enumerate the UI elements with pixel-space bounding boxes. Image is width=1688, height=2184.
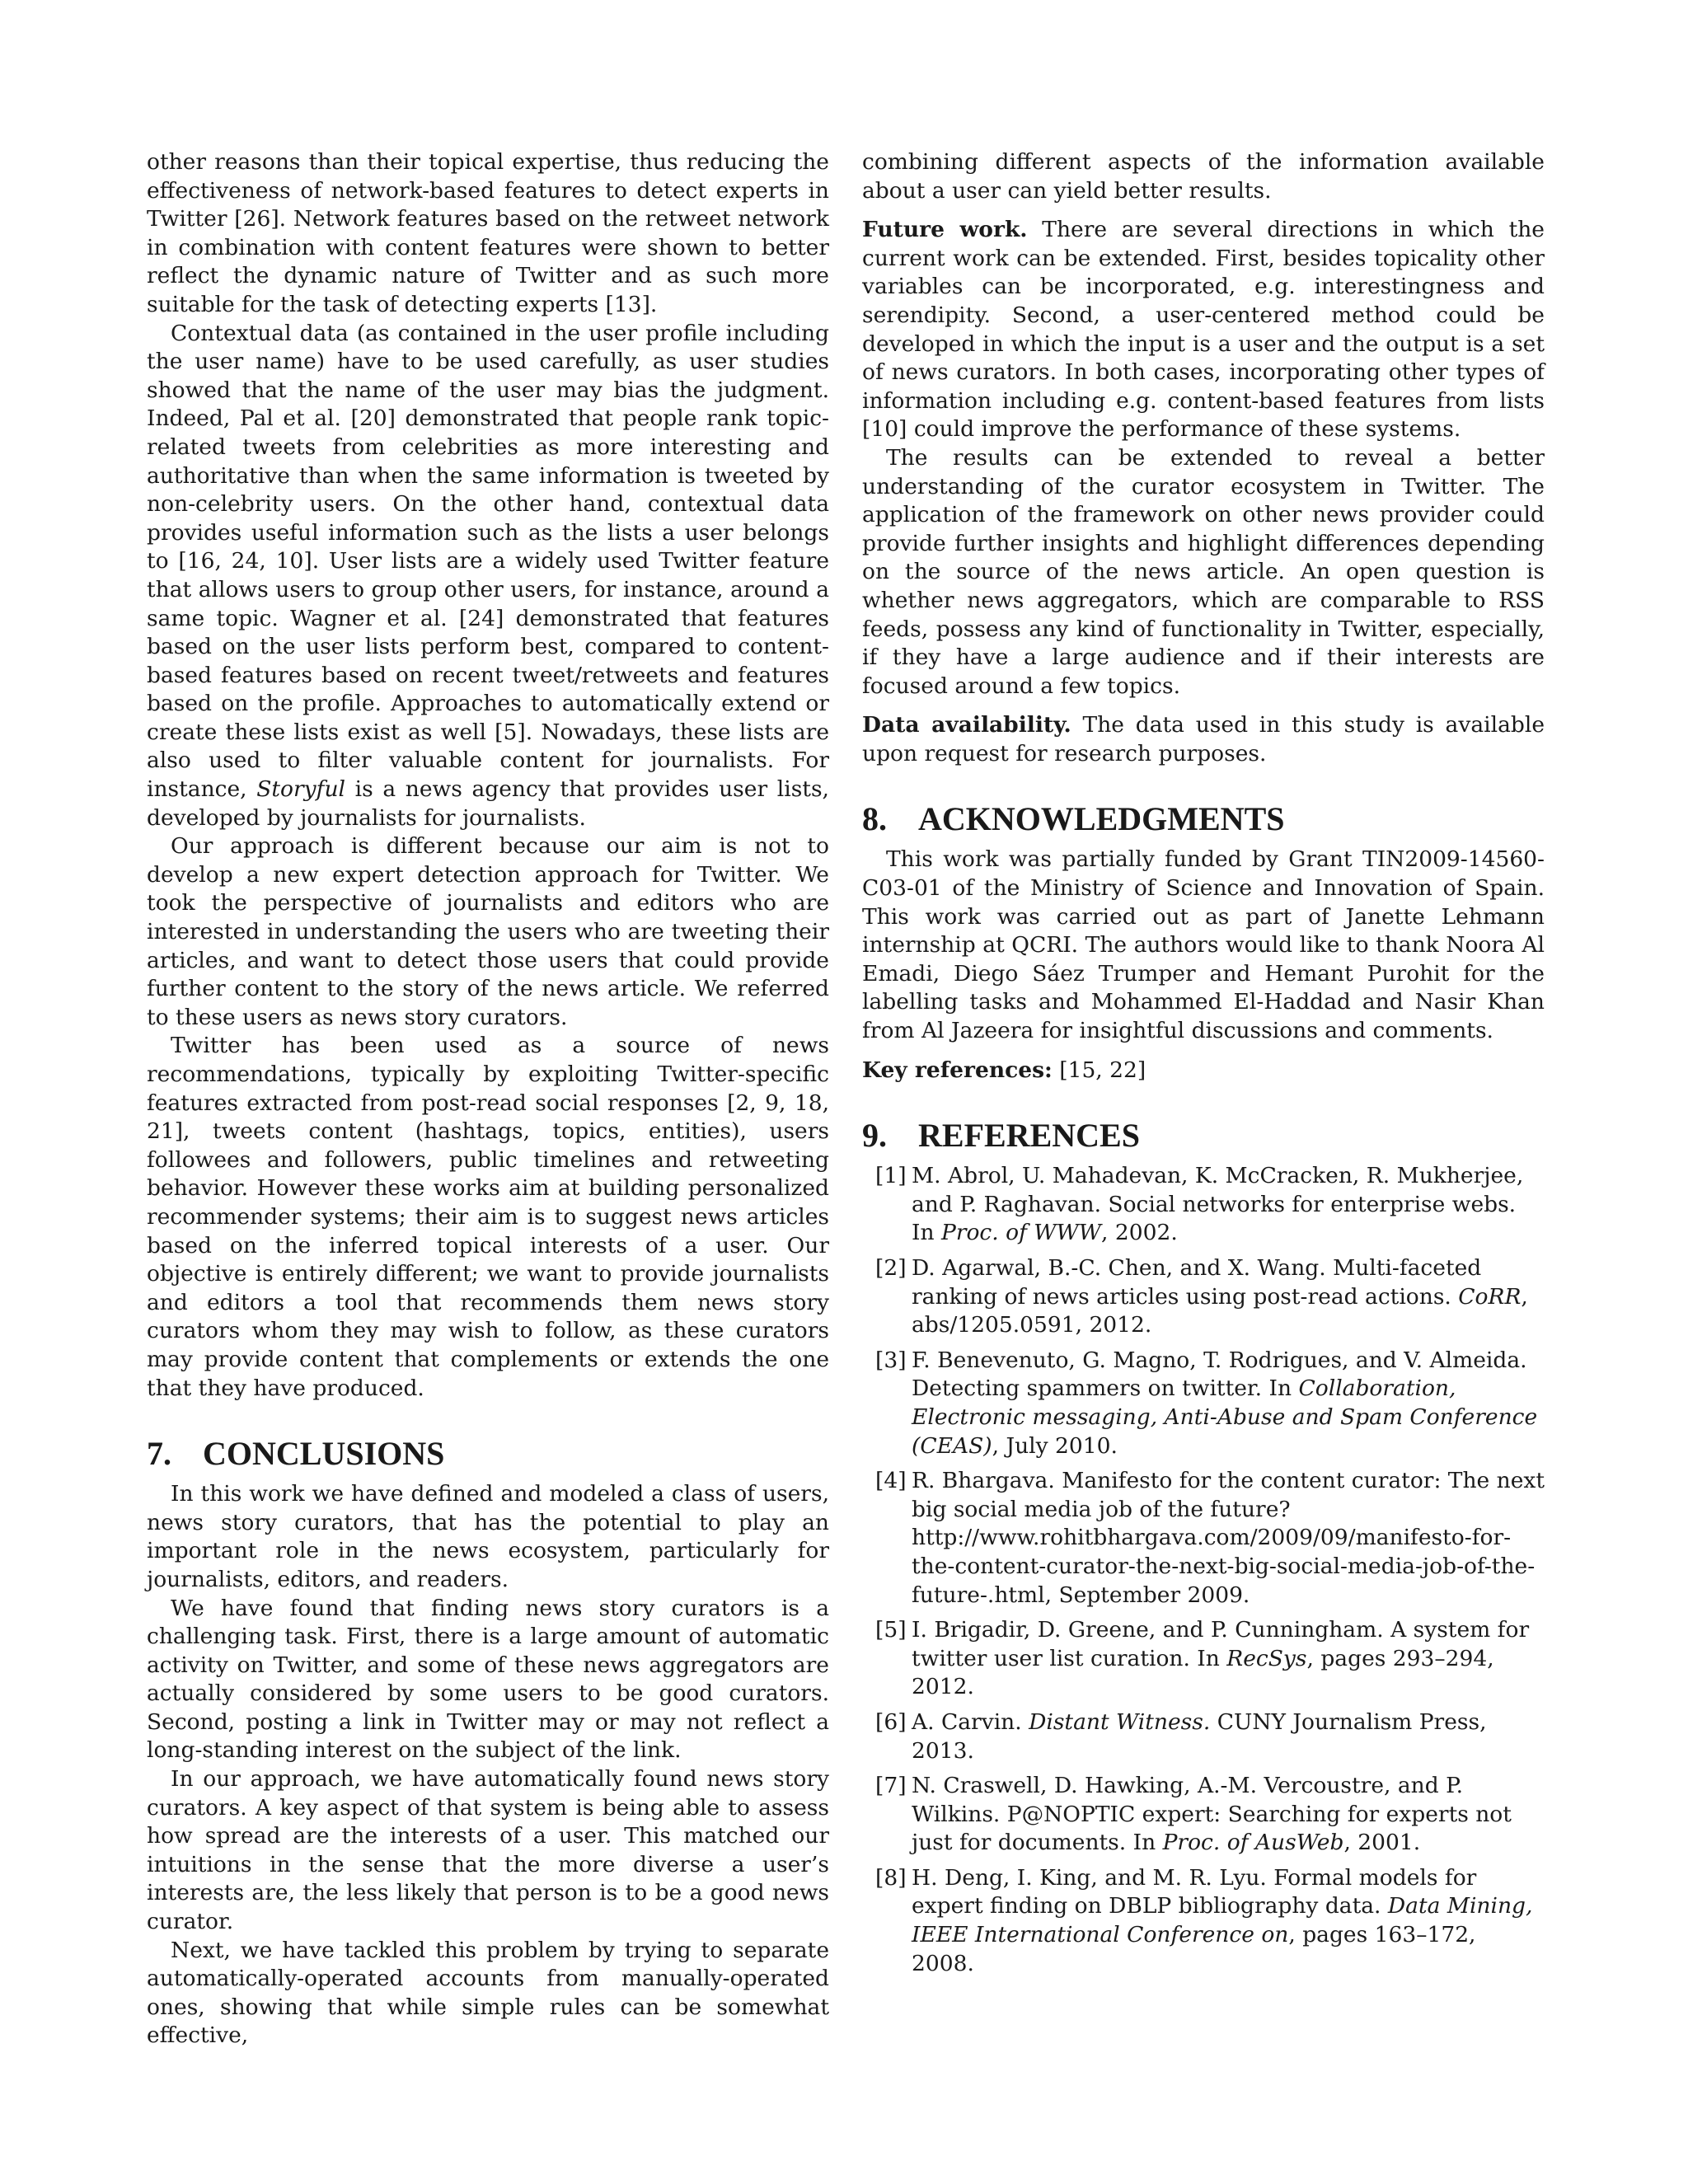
data-availability-text: The data used in this study is available upon request for research purposes. xyxy=(862,712,1545,766)
paragraph-our-approach: Our approach is different because our aim is not to develop a new expert detection approach for Twitter. We took the perspective of journalists and editors who are interested in understanding the users who are tweeting their articles, and want to detect those users that could provide further content to the story of the news article. We referred to these users as news story curators. xyxy=(147,833,829,1030)
reference-item xyxy=(862,1467,1545,1610)
paragraph-continued: combining different aspects of the information available about a user can yield better results. xyxy=(862,149,1545,204)
data-availability-label: Data availability. xyxy=(862,712,1071,738)
storyful-italic: Storyful xyxy=(256,776,345,803)
reference-number: [3] xyxy=(875,1347,907,1373)
paragraph-key-references xyxy=(862,1057,1545,1085)
reference-number: [6] xyxy=(875,1708,907,1735)
reference-text-end: , pages 293–294, 2012. xyxy=(912,1645,1494,1700)
reference-item xyxy=(862,1708,1545,1765)
reference-number: [7] xyxy=(875,1773,907,1799)
reference-item xyxy=(862,1772,1545,1858)
reference-text: D. Agarwal, B.-C. Chen, and X. Wang. Multi-faceted ranking of news articles using post-read actions. xyxy=(912,1255,1482,1310)
reference-text: N. Craswell, D. Hawking, A.-M. Vercoustre, and P. Wilkins. P@NOPTIC expert: Searching for experts not just for documents. In xyxy=(912,1773,1512,1856)
reference-italic: Data Mining, IEEE International Conference on xyxy=(912,1893,1533,1948)
reference-number: [1] xyxy=(875,1163,907,1189)
reference-text: A. Carvin. xyxy=(912,1708,1022,1735)
section-title: ACKNOWLEDGMENTS xyxy=(918,800,1285,838)
paragraph-acknowledgments: This work was partially funded by Grant TIN2009-14560-C03-01 of the Ministry of Science and Innovation of Spain. This work was carried out as part of Janette Lehmann internship at QCRI. The authors would like to thank Noora Al Emadi, Diego Sáez Trumper and Hemant Purohit for the labelling tasks and Mohammed El-Haddad and Nasir Khan from Al Jazeera for insightful discussions and comments. xyxy=(862,846,1545,1044)
paragraph-data-availability xyxy=(862,711,1545,768)
reference-text-end: , July 2010. xyxy=(992,1432,1118,1459)
reference-number: [4] xyxy=(875,1468,907,1494)
reference-text-end: , 2002. xyxy=(1101,1220,1178,1246)
paragraph-conclusions-3: In our approach, we have automatically found news story curators. A key aspect of that system is being able to assess how spread are the interests of a user. This matched our intuitions in the sense that the more diverse a user’s interests are, the less likely that person is to be a good news curator. xyxy=(147,1766,829,1935)
left-column xyxy=(147,148,829,2050)
future-work-label: Future work. xyxy=(862,217,1028,243)
reference-text: H. Deng, I. King, and M. R. Lyu. Formal models for expert finding on DBLP bibliography data. xyxy=(912,1864,1477,1919)
reference-text: F. Benevenuto, G. Magno, T. Rodrigues, and V. Almeida. Detecting spammers on twitter. In xyxy=(912,1347,1527,1402)
paragraph-future-work xyxy=(862,216,1545,444)
right-column xyxy=(862,148,1545,1985)
paragraph-conclusions-1: In this work we have defined and modeled a class of users, news story curators, that has the potential to play an important role in the news ecosystem, particularly for journalists, editors, and readers. xyxy=(147,1481,829,1592)
section-title: CONCLUSIONS xyxy=(203,1435,445,1473)
reference-item xyxy=(862,1347,1545,1460)
reference-text-end: , pages 163–172, 2008. xyxy=(912,1922,1476,1976)
paragraph-contextual-data xyxy=(147,320,829,833)
key-references-label: Key references: xyxy=(862,1057,1053,1083)
reference-number: [8] xyxy=(875,1864,907,1891)
section-title: REFERENCES xyxy=(918,1117,1140,1155)
reference-text: M. Abrol, U. Mahadevan, K. McCracken, R. Mukherjee, and P. Raghavan. Social networks for enterprise webs. In xyxy=(912,1163,1524,1246)
reference-item xyxy=(862,1616,1545,1702)
reference-italic: CoRR xyxy=(1458,1283,1522,1310)
reference-number: [5] xyxy=(875,1617,907,1643)
reference-italic: Proc. of AusWeb xyxy=(1162,1830,1344,1856)
key-references-text: [15, 22] xyxy=(1059,1057,1146,1083)
reference-list xyxy=(862,1162,1545,1978)
section-heading-references xyxy=(862,1118,1545,1154)
reference-italic: Proc. of WWW xyxy=(940,1220,1102,1246)
reference-text-end: , 2001. xyxy=(1343,1830,1421,1856)
reference-item xyxy=(862,1254,1545,1340)
reference-text: I. Brigadir, D. Greene, and P. Cunningham. A system for twitter user list curation. In xyxy=(912,1617,1530,1671)
paragraph-conclusions-4: Next, we have tackled this problem by trying to separate automatically-operated accounts from manually-operated ones, showing that while simple rules can be somewhat effective, xyxy=(147,1937,829,2049)
section-number: 9. xyxy=(862,1117,887,1155)
reference-text-end: , abs/1205.0591, 2012. xyxy=(912,1283,1528,1338)
reference-italic: Collaboration, Electronic messaging, Anti-Abuse and Spam Conference (CEAS) xyxy=(912,1376,1538,1459)
reference-italic: Distant Witness. xyxy=(1029,1708,1211,1735)
section-number: 8. xyxy=(862,800,887,838)
section-heading-conclusions xyxy=(147,1436,829,1472)
paragraph-twitter-recommendation: Twitter has been used as a source of news recommendations, typically by exploiting Twitter-specific features extracted from post-read social responses [2, 9, 18, 21], tweets content (hashtags, topics, entities), users followees and followers, public timelines and retweeting behavior. However these works aim at building personalized recommender systems; their aim is to suggest news articles based on the inferred topical interests of a user. Our objective is entirely different; we want to provide journalists and editors a tool that recommends them news story curators whom they may wish to follow, as these curators may provide content that complements or extends the one that they have produced. xyxy=(147,1033,829,1401)
future-work-text: There are several directions in which the current work can be extended. First, besides topicality other variables can be incorporated, e.g. interestingness and serendipity. Second, a user-centered method could be developed in which the input is a user and the output is a set of news curators. In both cases, incorporating other types of information including e.g. content-based features from lists [10] could improve the performance of these systems. xyxy=(862,217,1545,443)
reference-text: R. Bhargava. Manifesto for the content curator: The next big social media job of the future? http://www.rohitbhargava.com/2009/09/manifesto-for-the-content-curator-the-next-big-social-media-job-of-the-future-.html, September 2009. xyxy=(912,1468,1545,1608)
section-heading-acknowledgments xyxy=(862,801,1545,837)
reference-text-end: CUNY Journalism Press, 2013. xyxy=(912,1708,1487,1764)
paragraph-conclusions-2: We have found that finding news story curators is a challenging task. First, there is a large amount of automatic activity on Twitter, and some of these news aggregators are actually considered by some users to be good curators. Second, posting a link in Twitter may or may not reflect a long-standing interest on the subject of the link. xyxy=(147,1595,829,1764)
reference-item xyxy=(862,1864,1545,1978)
paragraph-curator-ecosystem: The results can be extended to reveal a better understanding of the curator ecosystem in Twitter. The application of the framework on other news provider could provide further insights and highlight differences depending on the source of the news article. An open question is whether news aggregators, which are comparable to RSS feeds, possess any kind of functionality in Twitter, especially, if they have a large audience and if their interests are focused around a few topics. xyxy=(862,444,1545,699)
paragraph-network-features: other reasons than their topical expertise, thus reducing the effectiveness of network-based features to detect experts in Twitter [26]. Network features based on the retweet network in combination with content features were shown to better reflect the dynamic nature of Twitter and as such more suitable for the task of detecting experts [13]. xyxy=(147,149,829,317)
section-number: 7. xyxy=(147,1435,171,1473)
reference-item xyxy=(862,1162,1545,1248)
contextual-data-text-end: is a news agency that provides user lists, developed by journalists for journalists. xyxy=(147,776,829,831)
reference-number: [2] xyxy=(875,1255,907,1281)
reference-italic: RecSys xyxy=(1226,1645,1307,1671)
contextual-data-text: Contextual data (as contained in the user profile including the user name) have to be used carefully, as user studies showed that the name of the user may bias the judgment. Indeed, Pal et al. [20] demonstrated that people rank topic-related tweets from celebrities as more interesting and authoritative than when the same information is tweeted by non-celebrity users. On the other hand, contextual data provides useful information such as the lists a user belongs to [16, 24, 10]. User lists are a widely used Twitter feature that allows users to group other users, for instance, around a same topic. Wagner et al. [24] demonstrated that features based on the user lists perform best, compared to content-based features based on recent tweet/retweets and features based on the profile. Approaches to automatically extend or create these lists exist as well [5]. Nowadays, these lists are also used to filter valuable content for journalists. For instance, xyxy=(147,320,829,803)
